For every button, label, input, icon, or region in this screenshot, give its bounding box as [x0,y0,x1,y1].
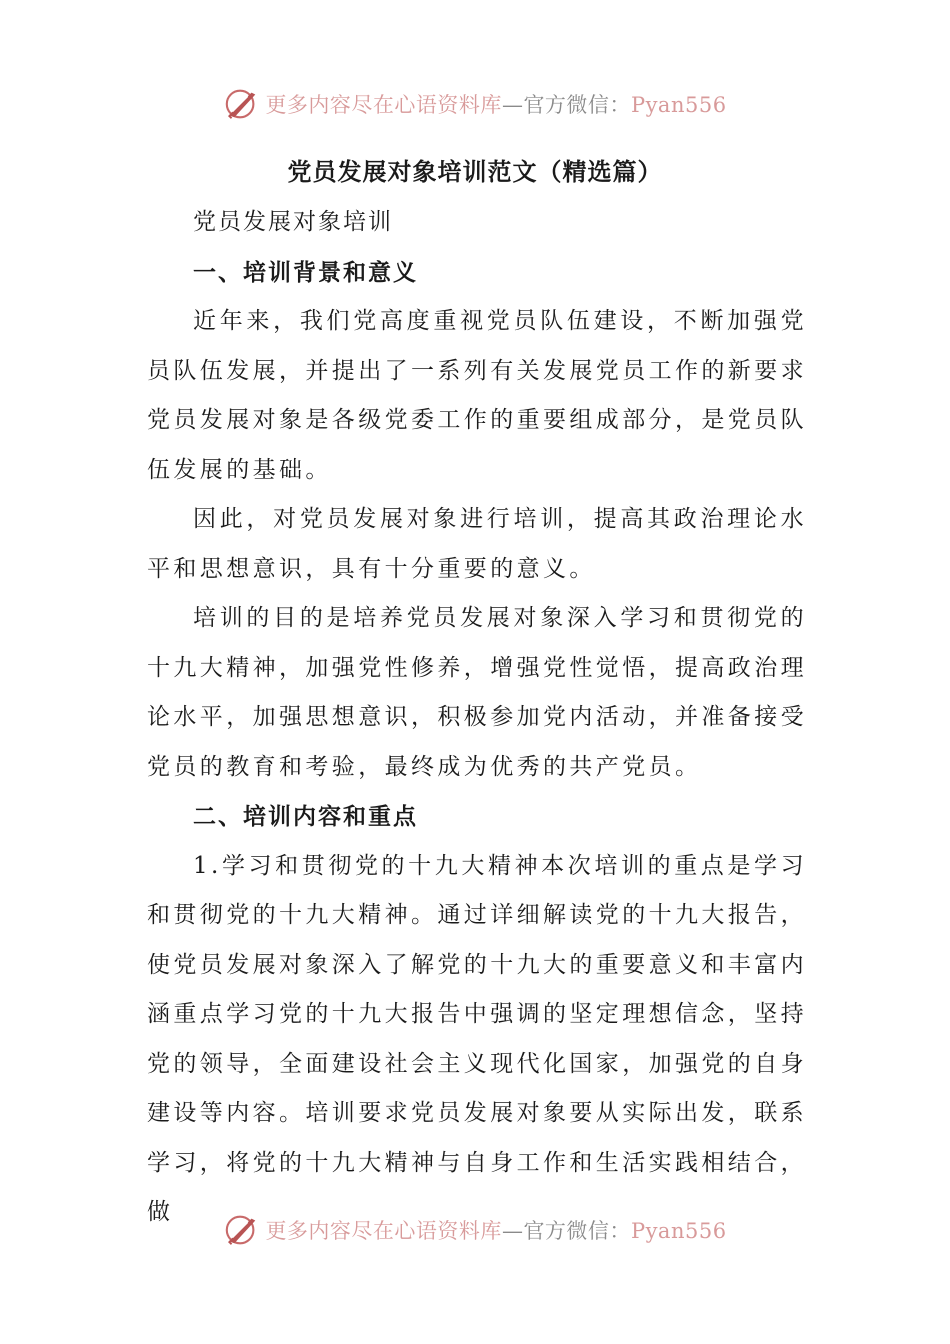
body-paragraph: 1.学习和贯彻党的十九大精神本次培训的重点是学习和贯彻党的十九大精神。通过详细解读党的十九大报告，使党员发展对象深入了解党的十九大的重要意义和丰富内涵重点学习党的十九大报告中强调的坚定理想信念，坚持党的领导，全面建设社会主义现代化国家，加强党的自身建设等内容。培训要求党员发展对象要从实际出发，联系学习，将党的十九大精神与自身工作和生活实践相结合，做 [147,852,807,1225]
body-paragraph: 因此，对党员发展对象进行培训，提高其政治理论水平和思想意识，具有十分重要的意义。 [147,506,807,582]
watermark-wechat-label: 官方微信： [523,93,631,117]
watermark-wechat-id: Pyan556 [630,93,727,117]
watermark-text [265,1215,726,1245]
watermark-separator: — [501,93,524,117]
watermark-header [0,84,950,124]
document-body [147,198,807,1238]
watermark-brand: 更多内容尽在心语资料库 [265,93,502,117]
body-paragraph: 近年来，我们党高度重视党员队伍建设，不断加强党员队伍发展，并提出了一系列有关发展党员工作的新要求党员发展对象是各级党委工作的重要组成部分，是党员队伍发展的基础。 [147,308,807,483]
section-heading: 一、培训背景和意义 [193,258,418,286]
watermark-brand: 更多内容尽在心语资料库 [265,1219,502,1243]
watermark-wechat-label: 官方微信： [523,1219,631,1243]
pen-quill-logo-icon [223,1211,261,1249]
watermark-text [265,89,726,119]
pen-quill-logo-icon [223,85,261,123]
watermark-wechat-id: Pyan556 [630,1219,727,1243]
document-subtitle: 党员发展对象培训 [193,209,393,235]
section-heading: 二、培训内容和重点 [193,803,418,830]
watermark-footer [0,1210,950,1250]
body-paragraph: 培训的目的是培养党员发展对象深入学习和贯彻党的十九大精神，加强党性修养，增强党性觉悟，提高政治理论水平，加强思想意识，积极参加党内活动，并准备接受党员的教育和考验，最终成为优秀的共产党员。 [147,605,807,780]
watermark-separator: — [501,1219,524,1243]
document-title: 党员发展对象培训范文（精选篇） [287,157,663,186]
